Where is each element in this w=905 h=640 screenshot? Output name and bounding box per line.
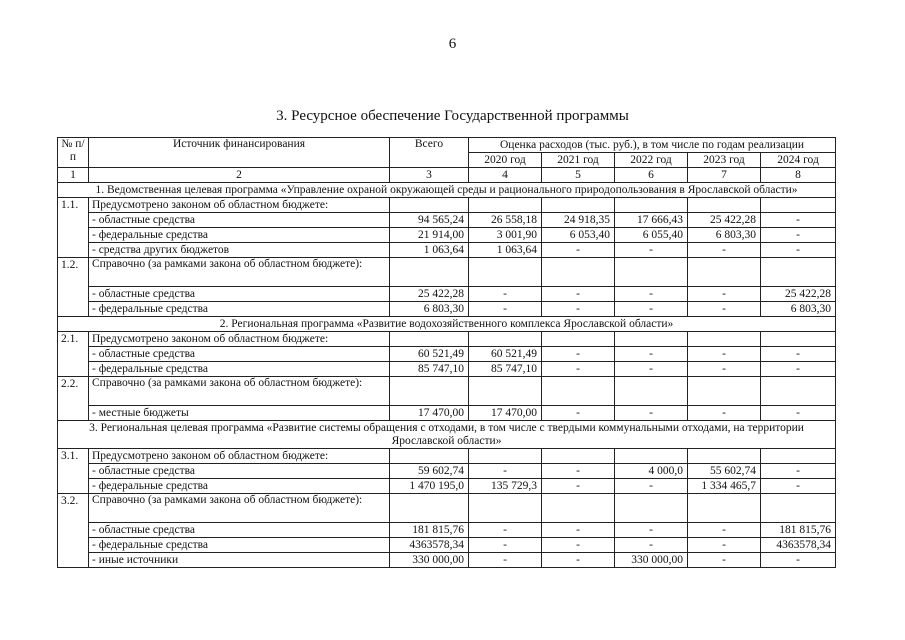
table-row	[58, 347, 836, 362]
empty-cell	[469, 449, 542, 464]
total-cell: 17 470,00	[390, 406, 469, 421]
total-cell: 330 000,00	[390, 553, 469, 568]
year-value-cell: -	[542, 362, 615, 377]
group-heading-row	[58, 449, 836, 464]
year-value-cell: 6 055,40	[615, 228, 688, 243]
total-cell: 21 914,00	[390, 228, 469, 243]
source-cell: - местные бюджеты	[89, 406, 390, 421]
year-value-cell: 25 422,28	[688, 213, 761, 228]
section-title: 1. Ведомственная целевая программа «Управление охраной окружающей среды и рационального природопользования в Ярославской области»	[58, 183, 836, 198]
table-row	[58, 464, 836, 479]
source-cell: - средства других бюджетов	[89, 243, 390, 258]
index-cell: 1	[58, 168, 89, 183]
empty-cell	[542, 494, 615, 523]
header-year: 2023 год	[688, 153, 761, 168]
year-value-cell: -	[761, 553, 836, 568]
empty-cell	[542, 332, 615, 347]
year-value-cell: -	[542, 347, 615, 362]
table-row	[58, 479, 836, 494]
section-title: 3. Региональная целевая программа «Развитие системы обращения с отходами, в том числе с твердыми коммунальными отходами, на территории Ярославской области»	[58, 421, 836, 449]
year-value-cell: -	[542, 464, 615, 479]
total-cell: 85 747,10	[390, 362, 469, 377]
empty-cell	[542, 258, 615, 287]
empty-cell	[688, 258, 761, 287]
empty-cell	[469, 332, 542, 347]
year-value-cell: -	[542, 479, 615, 494]
empty-cell	[688, 449, 761, 464]
year-value-cell: 26 558,18	[469, 213, 542, 228]
section-title: 2. Региональная программа «Развитие водохозяйственного комплекса Ярославской области»	[58, 317, 836, 332]
empty-cell	[761, 258, 836, 287]
budget-table	[57, 137, 836, 568]
section-title-row	[58, 317, 836, 332]
empty-cell	[761, 449, 836, 464]
year-value-cell: 17 470,00	[469, 406, 542, 421]
total-cell: 4363578,34	[390, 538, 469, 553]
year-value-cell: -	[469, 302, 542, 317]
year-value-cell: 85 747,10	[469, 362, 542, 377]
year-value-cell: -	[542, 538, 615, 553]
year-value-cell: -	[688, 362, 761, 377]
empty-cell	[390, 258, 469, 287]
source-cell: - федеральные средства	[89, 479, 390, 494]
year-value-cell: -	[615, 538, 688, 553]
header-total: Всего	[390, 138, 469, 168]
year-value-cell: 181 815,76	[761, 523, 836, 538]
header-year: 2021 год	[542, 153, 615, 168]
year-value-cell: -	[615, 523, 688, 538]
year-value-cell: -	[542, 302, 615, 317]
empty-cell	[688, 377, 761, 406]
source-cell: - областные средства	[89, 523, 390, 538]
year-value-cell: -	[542, 243, 615, 258]
year-value-cell: 24 918,35	[542, 213, 615, 228]
year-value-cell: -	[542, 523, 615, 538]
year-value-cell: -	[688, 347, 761, 362]
source-cell: - федеральные средства	[89, 538, 390, 553]
group-heading: Справочно (за рамками закона об областном бюджете):	[89, 258, 390, 287]
empty-cell	[390, 332, 469, 347]
year-value-cell: 60 521,49	[469, 347, 542, 362]
year-value-cell: -	[615, 243, 688, 258]
total-cell: 1 470 195,0	[390, 479, 469, 494]
source-cell: - федеральные средства	[89, 302, 390, 317]
group-heading: Справочно (за рамками закона об областном бюджете):	[89, 377, 390, 406]
year-value-cell: -	[688, 243, 761, 258]
total-cell: 181 815,76	[390, 523, 469, 538]
empty-cell	[761, 377, 836, 406]
empty-cell	[615, 377, 688, 406]
group-heading: Предусмотрено законом об областном бюджете:	[89, 198, 390, 213]
index-cell: 2	[89, 168, 390, 183]
empty-cell	[615, 258, 688, 287]
header-estimate: Оценка расходов (тыс. руб.), в том числе по годам реализации	[469, 138, 836, 153]
year-value-cell: 6 803,30	[761, 302, 836, 317]
index-cell: 7	[688, 168, 761, 183]
year-value-cell: -	[761, 213, 836, 228]
empty-cell	[615, 449, 688, 464]
source-cell: - иные источники	[89, 553, 390, 568]
year-value-cell: -	[761, 362, 836, 377]
empty-cell	[390, 449, 469, 464]
year-value-cell: 6 053,40	[542, 228, 615, 243]
year-value-cell: -	[688, 406, 761, 421]
year-value-cell: -	[469, 523, 542, 538]
year-value-cell: -	[761, 464, 836, 479]
empty-cell	[469, 377, 542, 406]
header-year: 2022 год	[615, 153, 688, 168]
year-value-cell: -	[688, 287, 761, 302]
row-number: 2.2.	[58, 377, 89, 421]
source-cell: - областные средства	[89, 213, 390, 228]
source-cell: - областные средства	[89, 287, 390, 302]
total-cell: 6 803,30	[390, 302, 469, 317]
total-cell: 94 565,24	[390, 213, 469, 228]
section-title-row	[58, 183, 836, 198]
source-cell: - областные средства	[89, 464, 390, 479]
table-row	[58, 553, 836, 568]
table-row	[58, 243, 836, 258]
year-value-cell: -	[761, 228, 836, 243]
empty-cell	[469, 494, 542, 523]
section-title-row	[58, 421, 836, 449]
table-row	[58, 362, 836, 377]
empty-cell	[688, 332, 761, 347]
empty-cell	[761, 198, 836, 213]
year-value-cell: -	[615, 302, 688, 317]
group-heading-row	[58, 258, 836, 287]
index-cell: 4	[469, 168, 542, 183]
group-heading-row	[58, 332, 836, 347]
row-number: 1.2.	[58, 258, 89, 317]
year-value-cell: -	[761, 406, 836, 421]
year-value-cell: -	[469, 287, 542, 302]
year-value-cell: -	[615, 479, 688, 494]
empty-cell	[688, 494, 761, 523]
year-value-cell: -	[761, 479, 836, 494]
index-cell: 3	[390, 168, 469, 183]
year-value-cell: -	[688, 523, 761, 538]
year-value-cell: 1 063,64	[469, 243, 542, 258]
year-value-cell: 17 666,43	[615, 213, 688, 228]
index-row	[58, 168, 836, 183]
header-num: № п/п	[58, 138, 89, 168]
empty-cell	[615, 332, 688, 347]
group-heading: Справочно (за рамками закона об областном бюджете):	[89, 494, 390, 523]
empty-cell	[542, 449, 615, 464]
year-value-cell: -	[542, 553, 615, 568]
group-heading: Предусмотрено законом об областном бюджете:	[89, 449, 390, 464]
table-row	[58, 406, 836, 421]
table-row	[58, 302, 836, 317]
total-cell: 59 602,74	[390, 464, 469, 479]
total-cell: 60 521,49	[390, 347, 469, 362]
year-value-cell: 1 334 465,7	[688, 479, 761, 494]
source-cell: - федеральные средства	[89, 362, 390, 377]
header-year: 2020 год	[469, 153, 542, 168]
row-number: 3.2.	[58, 494, 89, 568]
table-row	[58, 523, 836, 538]
index-cell: 6	[615, 168, 688, 183]
row-number: 1.1.	[58, 198, 89, 258]
year-value-cell: -	[688, 538, 761, 553]
document-title: 3. Ресурсное обеспечение Государственной программы	[276, 108, 629, 124]
table-row	[58, 213, 836, 228]
table-row	[58, 228, 836, 243]
header-row	[58, 138, 836, 153]
row-number: 3.1.	[58, 449, 89, 494]
year-value-cell: 4 000,0	[615, 464, 688, 479]
year-value-cell: -	[615, 287, 688, 302]
empty-cell	[615, 494, 688, 523]
year-value-cell: -	[469, 553, 542, 568]
year-value-cell: -	[615, 406, 688, 421]
source-cell: - федеральные средства	[89, 228, 390, 243]
year-value-cell: 3 001,90	[469, 228, 542, 243]
empty-cell	[469, 258, 542, 287]
empty-cell	[761, 332, 836, 347]
index-cell: 5	[542, 168, 615, 183]
row-number: 2.1.	[58, 332, 89, 377]
source-cell: - областные средства	[89, 347, 390, 362]
header-source: Источник финансирования	[89, 138, 390, 168]
year-value-cell: 25 422,28	[761, 287, 836, 302]
year-value-cell: -	[761, 347, 836, 362]
empty-cell	[761, 494, 836, 523]
year-value-cell: 6 803,30	[688, 228, 761, 243]
year-value-cell: -	[469, 538, 542, 553]
empty-cell	[542, 377, 615, 406]
table-body	[58, 138, 836, 568]
year-value-cell: -	[761, 243, 836, 258]
total-cell: 1 063,64	[390, 243, 469, 258]
year-value-cell: -	[469, 464, 542, 479]
index-cell: 8	[761, 168, 836, 183]
empty-cell	[542, 198, 615, 213]
year-value-cell: -	[542, 406, 615, 421]
group-heading: Предусмотрено законом об областном бюджете:	[89, 332, 390, 347]
year-value-cell: -	[688, 302, 761, 317]
group-heading-row	[58, 494, 836, 523]
page-number: 6	[448, 36, 457, 52]
empty-cell	[688, 198, 761, 213]
table-row	[58, 538, 836, 553]
table-row	[58, 287, 836, 302]
total-cell: 25 422,28	[390, 287, 469, 302]
year-value-cell: 55 602,74	[688, 464, 761, 479]
year-value-cell: -	[688, 553, 761, 568]
empty-cell	[615, 198, 688, 213]
group-heading-row	[58, 377, 836, 406]
empty-cell	[390, 198, 469, 213]
year-value-cell: 135 729,3	[469, 479, 542, 494]
year-value-cell: 330 000,00	[615, 553, 688, 568]
year-value-cell: -	[615, 362, 688, 377]
group-heading-row	[58, 198, 836, 213]
empty-cell	[390, 377, 469, 406]
header-year: 2024 год	[761, 153, 836, 168]
empty-cell	[469, 198, 542, 213]
year-value-cell: 4363578,34	[761, 538, 836, 553]
year-value-cell: -	[542, 287, 615, 302]
empty-cell	[390, 494, 469, 523]
year-value-cell: -	[615, 347, 688, 362]
